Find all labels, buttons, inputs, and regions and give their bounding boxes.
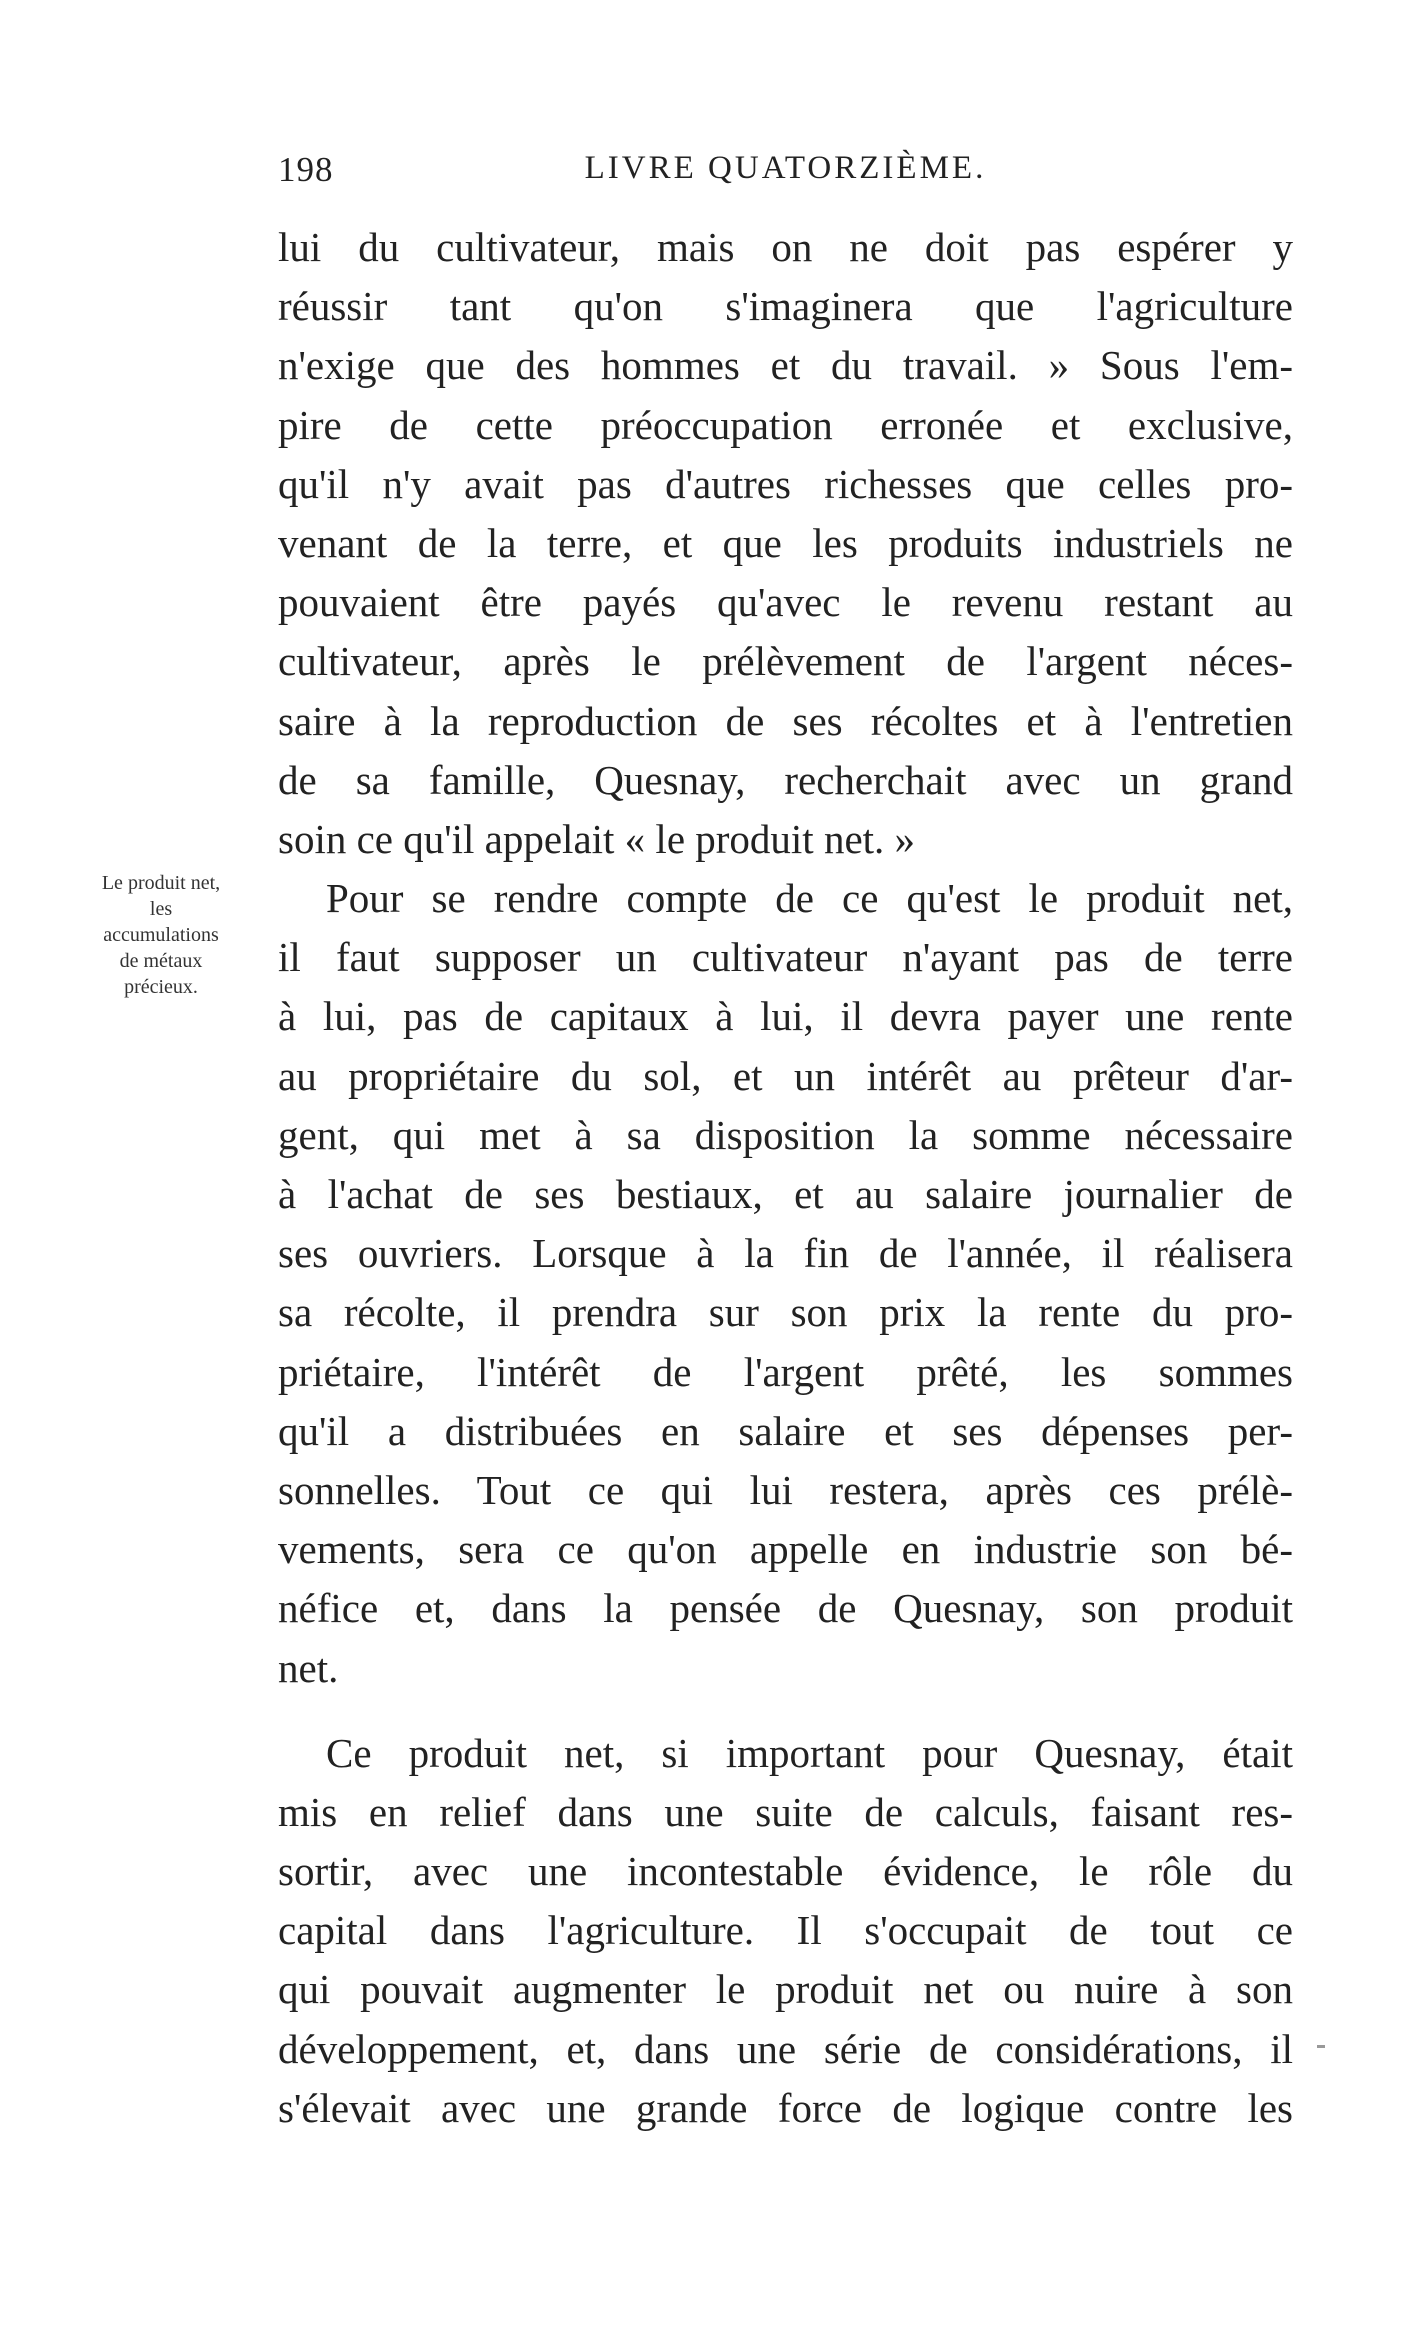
text-line: Ce produit net, si important pour Quesnay, était xyxy=(326,1729,1293,1776)
body-text xyxy=(278,218,1293,2138)
text-line: venant de la terre, et que les produits industriels ne xyxy=(278,519,1293,566)
margin-note-line: les xyxy=(149,898,173,920)
text-line: cultivateur, après le prélèvement de l'argent néces- xyxy=(278,638,1293,685)
text-line: net. xyxy=(278,1644,339,1691)
text-line: à lui, pas de capitaux à lui, il devra payer une rente xyxy=(278,993,1293,1040)
text-line: priétaire, l'intérêt de l'argent prêté, les sommes xyxy=(278,1348,1293,1395)
text-line: vements, sera ce qu'on appelle en industrie son bé- xyxy=(278,1526,1293,1573)
margin-note-line: Le produit net, xyxy=(101,872,221,894)
text-line: saire à la reproduction de ses récoltes et à l'entretien xyxy=(278,697,1293,744)
paragraph-1 xyxy=(278,218,1293,869)
text-line: lui du cultivateur, mais on ne doit pas espérer y xyxy=(278,224,1293,270)
paragraph-gap xyxy=(278,1698,1293,1724)
paragraph-2 xyxy=(278,869,1293,1698)
print-speck xyxy=(1317,2045,1325,2048)
margin-note-line: de métaux xyxy=(119,950,203,972)
text-line: qui pouvait augmenter le produit net ou nuire à son xyxy=(278,1966,1293,2013)
text-line: sortir, avec une incontestable évidence, le rôle du xyxy=(278,1848,1293,1895)
text-line: qu'il n'y avait pas d'autres richesses que celles pro- xyxy=(278,460,1293,507)
text-line: réussir tant qu'on s'imaginera que l'agriculture xyxy=(278,283,1293,330)
text-line: pouvaient être payés qu'avec le revenu restant au xyxy=(278,579,1293,626)
text-line: Pour se rendre compte de ce qu'est le produit net, xyxy=(326,875,1293,922)
text-line: pire de cette préoccupation erronée et exclusive, xyxy=(278,401,1293,448)
text-line: de sa famille, Quesnay, recherchait avec un grand xyxy=(278,756,1293,803)
text-line: à l'achat de ses bestiaux, et au salaire journalier de xyxy=(278,1171,1293,1217)
running-title: LIVRE QUATORZIÈME. xyxy=(584,150,987,186)
text-line: ses ouvriers. Lorsque à la fin de l'année, il réalisera xyxy=(278,1230,1293,1277)
margin-note xyxy=(52,870,270,1000)
text-line: gent, qui met à sa disposition la somme nécessaire xyxy=(278,1111,1293,1158)
text-line: sa récolte, il prendra sur son prix la rente du pro- xyxy=(278,1289,1293,1336)
margin-note-line: précieux. xyxy=(124,976,198,998)
text-line: sonnelles. Tout ce qui lui restera, après ces prélè- xyxy=(278,1466,1293,1513)
text-line: néfice et, dans la pensée de Quesnay, son produit xyxy=(278,1585,1293,1632)
text-line: capital dans l'agriculture. Il s'occupait de tout ce xyxy=(278,1907,1293,1954)
page-number: 198 xyxy=(278,150,334,189)
text-line: au propriétaire du sol, et un intérêt au prêteur d'ar- xyxy=(278,1052,1293,1099)
paragraph-3 xyxy=(278,1724,1293,2138)
margin-note-line: accumulations xyxy=(103,924,219,946)
text-line: s'élevait avec une grande force de logique contre les xyxy=(278,2084,1293,2131)
text-line: mis en relief dans une suite de calculs, faisant res- xyxy=(278,1788,1293,1835)
text-line: il faut supposer un cultivateur n'ayant pas de terre xyxy=(278,934,1293,981)
text-line: développement, et, dans une série de considérations, il xyxy=(278,2025,1293,2072)
text-line: qu'il a distribuées en salaire et ses dépenses per- xyxy=(278,1407,1293,1454)
running-head xyxy=(278,150,1293,200)
text-line: soin ce qu'il appelait « le produit net. » xyxy=(278,815,916,862)
text-line: n'exige que des hommes et du travail. » Sous l'em- xyxy=(278,342,1293,389)
